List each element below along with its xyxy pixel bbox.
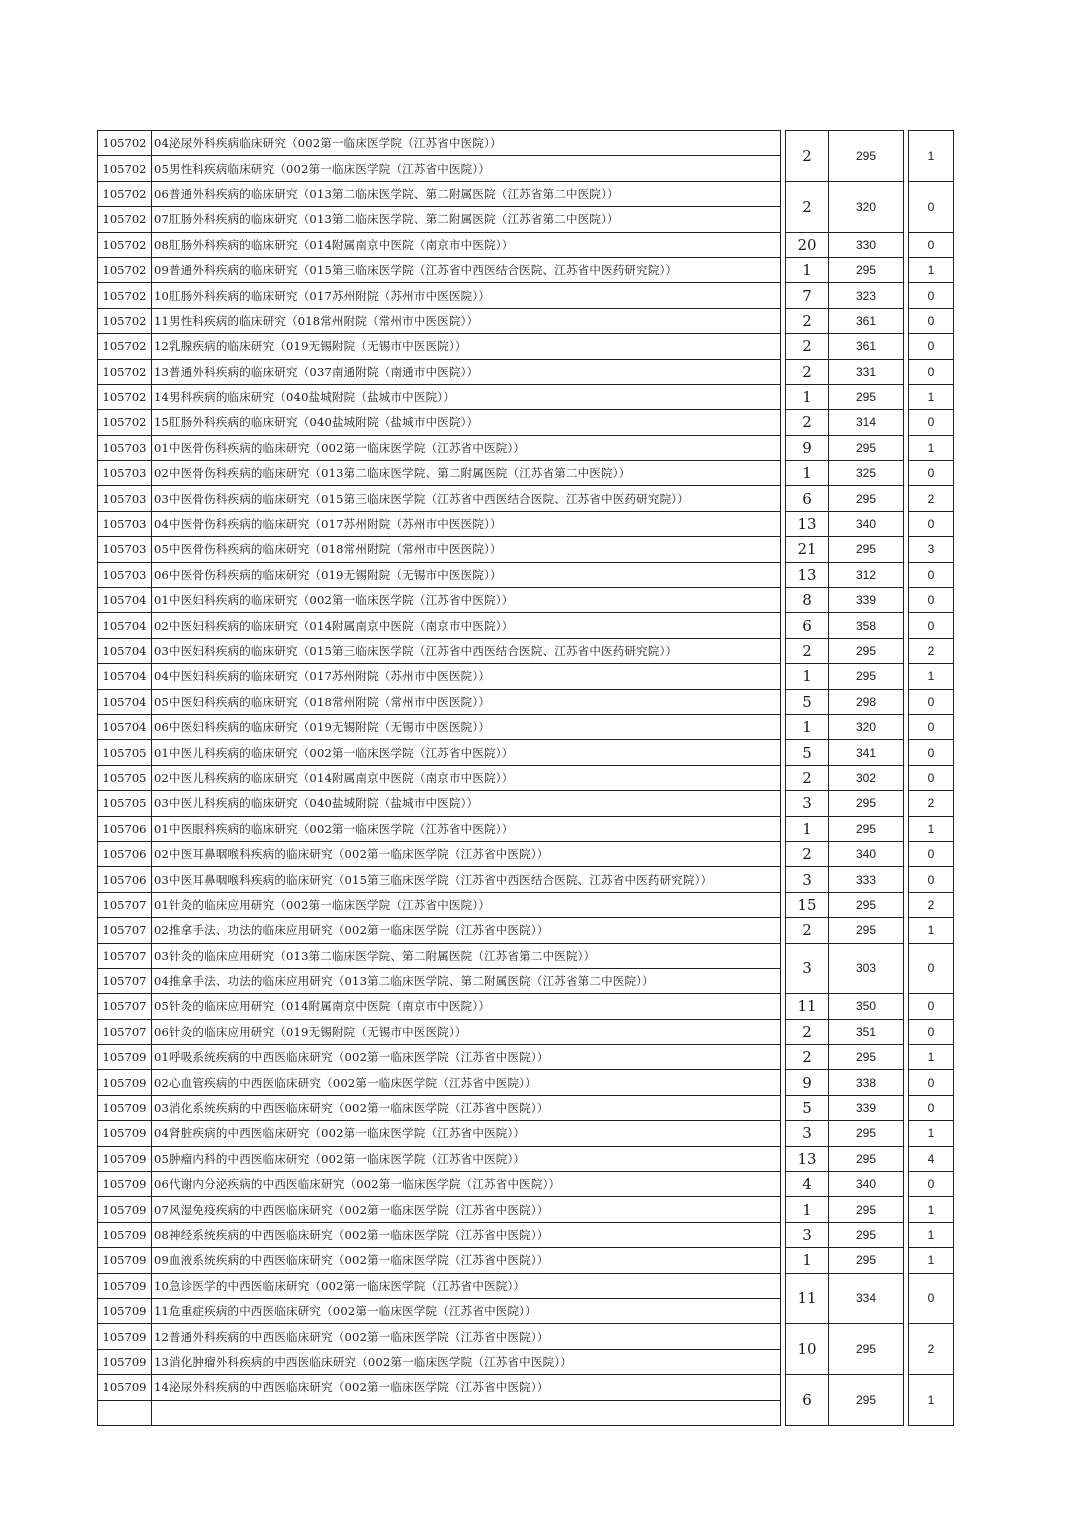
remaining-count-cell: 0: [909, 181, 954, 232]
table-row: [98, 1070, 954, 1095]
research-direction-cell: 06中医骨伤科疾病的临床研究（019无锡附院（无锡市中医医院））: [152, 562, 781, 587]
table-row: [98, 892, 954, 917]
research-direction-cell: 10肛肠外科疾病的临床研究（017苏州附院（苏州市中医医院））: [152, 283, 781, 308]
table-row: [98, 257, 954, 282]
research-direction-cell: 05中医妇科疾病的临床研究（018常州附院（常州市中医医院））: [152, 689, 781, 714]
quota-cell: 2: [786, 918, 829, 943]
remaining-count-cell: 0: [909, 765, 954, 790]
remaining-count-cell: 1: [909, 1121, 954, 1146]
table-row: [98, 511, 954, 536]
quota-cell: 1: [786, 461, 829, 486]
score-line-cell: 333: [829, 867, 904, 892]
table-row: [98, 410, 954, 435]
major-code-cell: 105702: [98, 359, 152, 384]
research-direction-cell: 01中医眼科疾病的临床研究（002第一临床医学院（江苏省中医院））: [152, 816, 781, 841]
quota-cell: 2: [786, 131, 829, 182]
major-code-cell: 105702: [98, 283, 152, 308]
research-direction-cell: [152, 1400, 781, 1425]
quota-cell: 11: [786, 994, 829, 1019]
quota-cell: 8: [786, 588, 829, 613]
major-code-cell: 105702: [98, 257, 152, 282]
remaining-count-cell: 1: [909, 1222, 954, 1247]
major-code-cell: 105707: [98, 892, 152, 917]
score-line-cell: 295: [829, 816, 904, 841]
remaining-count-cell: 2: [909, 486, 954, 511]
quota-cell: 2: [786, 841, 829, 866]
major-code-cell: 105703: [98, 562, 152, 587]
major-code-cell: 105702: [98, 131, 152, 156]
remaining-count-cell: 2: [909, 1324, 954, 1375]
quota-cell: 2: [786, 638, 829, 663]
score-line-cell: 303: [829, 943, 904, 994]
major-code-cell: 105703: [98, 461, 152, 486]
quota-cell: 2: [786, 1019, 829, 1044]
table-row: [98, 943, 954, 968]
research-direction-cell: 05肿瘤内科的中西医临床研究（002第一临床医学院（江苏省中医院））: [152, 1146, 781, 1171]
score-line-cell: 340: [829, 841, 904, 866]
quota-cell: 9: [786, 1070, 829, 1095]
score-line-cell: 295: [829, 1248, 904, 1273]
quota-cell: 1: [786, 1248, 829, 1273]
quota-cell: 1: [786, 257, 829, 282]
remaining-count-cell: 0: [909, 232, 954, 257]
quota-cell: 20: [786, 232, 829, 257]
quota-cell: 3: [786, 1121, 829, 1146]
score-line-cell: 302: [829, 765, 904, 790]
major-code-cell: 105703: [98, 537, 152, 562]
table-body: [98, 131, 954, 1426]
score-line-cell: 295: [829, 892, 904, 917]
quota-cell: 5: [786, 689, 829, 714]
quota-cell: 6: [786, 486, 829, 511]
score-line-cell: 340: [829, 511, 904, 536]
major-code-cell: 105706: [98, 816, 152, 841]
remaining-count-cell: 1: [909, 816, 954, 841]
table-row: [98, 562, 954, 587]
score-line-cell: 295: [829, 1222, 904, 1247]
research-direction-cell: 06针灸的临床应用研究（019无锡附院（无锡市中医医院））: [152, 1019, 781, 1044]
score-line-cell: 295: [829, 486, 904, 511]
research-direction-cell: 04中医骨伤科疾病的临床研究（017苏州附院（苏州市中医医院））: [152, 511, 781, 536]
score-line-cell: 295: [829, 664, 904, 689]
remaining-count-cell: 1: [909, 384, 954, 409]
remaining-count-cell: 2: [909, 638, 954, 663]
score-line-cell: 298: [829, 689, 904, 714]
table-row: [98, 181, 954, 206]
quota-cell: 2: [786, 1045, 829, 1070]
remaining-count-cell: 0: [909, 511, 954, 536]
table-row: [98, 765, 954, 790]
major-code-cell: 105703: [98, 486, 152, 511]
remaining-count-cell: 2: [909, 791, 954, 816]
score-line-cell: 350: [829, 994, 904, 1019]
major-code-cell: 105705: [98, 740, 152, 765]
major-code-cell: 105709: [98, 1298, 152, 1323]
table-row: [98, 613, 954, 638]
research-direction-cell: 02中医耳鼻咽喉科疾病的临床研究（002第一临床医学院（江苏省中医院））: [152, 841, 781, 866]
research-direction-cell: 02中医妇科疾病的临床研究（014附属南京中医院（南京市中医院））: [152, 613, 781, 638]
major-code-cell: 105709: [98, 1248, 152, 1273]
major-code-cell: 105709: [98, 1375, 152, 1400]
research-direction-cell: 03中医妇科疾病的临床研究（015第三临床医学院（江苏省中西医结合医院、江苏省中医药研究院））: [152, 638, 781, 663]
research-direction-cell: 06普通外科疾病的临床研究（013第二临床医学院、第二附属医院（江苏省第二中医院））: [152, 181, 781, 206]
major-code-cell: 105709: [98, 1222, 152, 1247]
quota-cell: 15: [786, 892, 829, 917]
score-line-cell: 295: [829, 1375, 904, 1426]
major-code-cell: 105709: [98, 1324, 152, 1349]
major-code-cell: 105704: [98, 638, 152, 663]
score-line-cell: 295: [829, 1146, 904, 1171]
table-row: [98, 664, 954, 689]
research-direction-cell: 03针灸的临床应用研究（013第二临床医学院、第二附属医院（江苏省第二中医院））: [152, 943, 781, 968]
major-code-cell: 105705: [98, 791, 152, 816]
research-direction-cell: 04泌尿外科疾病临床研究（002第一临床医学院（江苏省中医院））: [152, 131, 781, 156]
table-row: [98, 461, 954, 486]
major-code-cell: 105707: [98, 943, 152, 968]
major-code-cell: 105709: [98, 1273, 152, 1298]
remaining-count-cell: 0: [909, 1273, 954, 1324]
remaining-count-cell: 0: [909, 994, 954, 1019]
remaining-count-cell: 1: [909, 131, 954, 182]
research-direction-cell: 09血液系统疾病的中西医临床研究（002第一临床医学院（江苏省中医院））: [152, 1248, 781, 1273]
table-row: [98, 1019, 954, 1044]
remaining-count-cell: 1: [909, 1045, 954, 1070]
score-line-cell: 295: [829, 384, 904, 409]
remaining-count-cell: 0: [909, 1172, 954, 1197]
score-line-cell: 295: [829, 918, 904, 943]
quota-cell: 1: [786, 664, 829, 689]
quota-cell: 1: [786, 384, 829, 409]
score-line-cell: 339: [829, 1095, 904, 1120]
quota-cell: 2: [786, 181, 829, 232]
remaining-count-cell: 0: [909, 1070, 954, 1095]
research-direction-cell: 13消化肿瘤外科疾病的中西医临床研究（002第一临床医学院（江苏省中医院））: [152, 1349, 781, 1374]
quota-cell: 3: [786, 1222, 829, 1247]
quota-cell: 2: [786, 765, 829, 790]
major-code-cell: 105709: [98, 1197, 152, 1222]
major-code-cell: 105702: [98, 156, 152, 181]
table-row: [98, 918, 954, 943]
remaining-count-cell: 2: [909, 892, 954, 917]
score-line-cell: 295: [829, 257, 904, 282]
remaining-count-cell: 0: [909, 359, 954, 384]
research-direction-cell: 06中医妇科疾病的临床研究（019无锡附院（无锡市中医医院））: [152, 714, 781, 739]
research-direction-cell: 13普通外科疾病的临床研究（037南通附院（南通市中医院））: [152, 359, 781, 384]
major-code-cell: 105706: [98, 867, 152, 892]
research-direction-cell: 07肛肠外科疾病的临床研究（013第二临床医学院、第二附属医院（江苏省第二中医院））: [152, 207, 781, 232]
remaining-count-cell: 1: [909, 664, 954, 689]
score-line-cell: 361: [829, 308, 904, 333]
research-direction-cell: 01中医儿科疾病的临床研究（002第一临床医学院（江苏省中医院））: [152, 740, 781, 765]
quota-cell: 6: [786, 1375, 829, 1426]
table-row: [98, 1172, 954, 1197]
major-code-cell: 105709: [98, 1172, 152, 1197]
table-row: [98, 1095, 954, 1120]
table-row: [98, 638, 954, 663]
score-line-cell: 295: [829, 435, 904, 460]
research-direction-cell: 05针灸的临床应用研究（014附属南京中医院（南京市中医院））: [152, 994, 781, 1019]
research-direction-cell: 01中医妇科疾病的临床研究（002第一临床医学院（江苏省中医院））: [152, 588, 781, 613]
quota-cell: 11: [786, 1273, 829, 1324]
research-direction-cell: 01中医骨伤科疾病的临床研究（002第一临床医学院（江苏省中医院））: [152, 435, 781, 460]
research-direction-cell: 08肛肠外科疾病的临床研究（014附属南京中医院（南京市中医院））: [152, 232, 781, 257]
research-direction-cell: 03中医耳鼻咽喉科疾病的临床研究（015第三临床医学院（江苏省中西医结合医院、江苏省中医药研究院））: [152, 867, 781, 892]
score-line-cell: 314: [829, 410, 904, 435]
remaining-count-cell: 0: [909, 588, 954, 613]
table-row: [98, 841, 954, 866]
quota-cell: 3: [786, 943, 829, 994]
table-row: [98, 308, 954, 333]
score-line-cell: 295: [829, 1121, 904, 1146]
quota-cell: 7: [786, 283, 829, 308]
remaining-count-cell: 0: [909, 283, 954, 308]
table-row: [98, 994, 954, 1019]
major-code-cell: 105703: [98, 435, 152, 460]
table-row: [98, 1045, 954, 1070]
research-direction-cell: 07风湿免疫疾病的中西医临床研究（002第一临床医学院（江苏省中医院））: [152, 1197, 781, 1222]
research-direction-cell: 09普通外科疾病的临床研究（015第三临床医学院（江苏省中西医结合医院、江苏省中医药研究院））: [152, 257, 781, 282]
quota-cell: 13: [786, 1146, 829, 1171]
quota-cell: 2: [786, 359, 829, 384]
quota-cell: 2: [786, 410, 829, 435]
major-code-cell: 105709: [98, 1045, 152, 1070]
table-row: [98, 384, 954, 409]
score-line-cell: 334: [829, 1273, 904, 1324]
research-direction-cell: 03中医儿科疾病的临床研究（040盐城附院（盐城市中医院））: [152, 791, 781, 816]
remaining-count-cell: 1: [909, 257, 954, 282]
table-row: [98, 1146, 954, 1171]
major-code-cell: 105704: [98, 613, 152, 638]
quota-cell: 13: [786, 511, 829, 536]
major-code-cell: 105704: [98, 714, 152, 739]
remaining-count-cell: 1: [909, 1375, 954, 1426]
major-code-cell: 105704: [98, 689, 152, 714]
table-row: [98, 232, 954, 257]
research-direction-cell: 12乳腺疾病的临床研究（019无锡附院（无锡市中医医院））: [152, 334, 781, 359]
remaining-count-cell: 0: [909, 1095, 954, 1120]
research-direction-cell: 11男性科疾病的临床研究（018常州附院（常州市中医医院））: [152, 308, 781, 333]
quota-cell: 5: [786, 740, 829, 765]
research-direction-cell: 14男科疾病的临床研究（040盐城附院（盐城市中医院））: [152, 384, 781, 409]
major-code-cell: [98, 1400, 152, 1425]
major-code-cell: 105704: [98, 664, 152, 689]
remaining-count-cell: 4: [909, 1146, 954, 1171]
score-line-cell: 295: [829, 1197, 904, 1222]
research-direction-cell: 12普通外科疾病的中西医临床研究（002第一临床医学院（江苏省中医院））: [152, 1324, 781, 1349]
score-line-cell: 351: [829, 1019, 904, 1044]
score-line-cell: 312: [829, 562, 904, 587]
research-direction-cell: 03中医骨伤科疾病的临床研究（015第三临床医学院（江苏省中西医结合医院、江苏省中医药研究院））: [152, 486, 781, 511]
table-row: [98, 791, 954, 816]
remaining-count-cell: 3: [909, 537, 954, 562]
research-direction-cell: 15肛肠外科疾病的临床研究（040盐城附院（盐城市中医院））: [152, 410, 781, 435]
major-code-cell: 105709: [98, 1070, 152, 1095]
table-row: [98, 131, 954, 156]
quota-cell: 1: [786, 1197, 829, 1222]
table-row: [98, 588, 954, 613]
admissions-table-sheet: [97, 130, 943, 1410]
research-direction-cell: 14泌尿外科疾病的中西医临床研究（002第一临床医学院（江苏省中医院））: [152, 1375, 781, 1400]
research-direction-cell: 04推拿手法、功法的临床应用研究（013第二临床医学院、第二附属医院（江苏省第二中医院））: [152, 968, 781, 993]
score-line-cell: 331: [829, 359, 904, 384]
research-direction-cell: 04中医妇科疾病的临床研究（017苏州附院（苏州市中医医院））: [152, 664, 781, 689]
quota-cell: 2: [786, 334, 829, 359]
quota-cell: 1: [786, 714, 829, 739]
research-direction-cell: 01呼吸系统疾病的中西医临床研究（002第一临床医学院（江苏省中医院））: [152, 1045, 781, 1070]
research-direction-cell: 02中医骨伤科疾病的临床研究（013第二临床医学院、第二附属医院（江苏省第二中医院））: [152, 461, 781, 486]
major-code-cell: 105705: [98, 765, 152, 790]
score-line-cell: 361: [829, 334, 904, 359]
quota-cell: 21: [786, 537, 829, 562]
major-code-cell: 105702: [98, 384, 152, 409]
quota-cell: 4: [786, 1172, 829, 1197]
score-line-cell: 340: [829, 1172, 904, 1197]
research-direction-cell: 02中医儿科疾病的临床研究（014附属南京中医院（南京市中医院））: [152, 765, 781, 790]
remaining-count-cell: 0: [909, 308, 954, 333]
quota-cell: 3: [786, 867, 829, 892]
major-code-cell: 105709: [98, 1146, 152, 1171]
remaining-count-cell: 0: [909, 867, 954, 892]
remaining-count-cell: 0: [909, 943, 954, 994]
remaining-count-cell: 0: [909, 689, 954, 714]
score-line-cell: 295: [829, 1324, 904, 1375]
remaining-count-cell: 1: [909, 1197, 954, 1222]
table-row: [98, 486, 954, 511]
major-code-cell: 105702: [98, 334, 152, 359]
score-line-cell: 339: [829, 588, 904, 613]
major-code-cell: 105707: [98, 994, 152, 1019]
score-line-cell: 341: [829, 740, 904, 765]
major-code-cell: 105702: [98, 232, 152, 257]
table-row: [98, 537, 954, 562]
table-row: [98, 359, 954, 384]
research-direction-cell: 06代谢内分泌疾病的中西医临床研究（002第一临床医学院（江苏省中医院））: [152, 1172, 781, 1197]
research-direction-cell: 11危重症疾病的中西医临床研究（002第一临床医学院（江苏省中医院））: [152, 1298, 781, 1323]
score-line-cell: 325: [829, 461, 904, 486]
major-code-cell: 105707: [98, 918, 152, 943]
research-direction-cell: 02推拿手法、功法的临床应用研究（002第一临床医学院（江苏省中医院））: [152, 918, 781, 943]
remaining-count-cell: 0: [909, 461, 954, 486]
table-row: [98, 1375, 954, 1400]
quota-cell: 3: [786, 791, 829, 816]
remaining-count-cell: 0: [909, 334, 954, 359]
research-direction-cell: 01针灸的临床应用研究（002第一临床医学院（江苏省中医院））: [152, 892, 781, 917]
quota-cell: 1: [786, 816, 829, 841]
table-row: [98, 740, 954, 765]
quota-cell: 5: [786, 1095, 829, 1120]
major-code-cell: 105702: [98, 308, 152, 333]
score-line-cell: 320: [829, 714, 904, 739]
remaining-count-cell: 1: [909, 1248, 954, 1273]
remaining-count-cell: 1: [909, 918, 954, 943]
major-code-cell: 105709: [98, 1095, 152, 1120]
remaining-count-cell: 0: [909, 562, 954, 587]
major-code-cell: 105704: [98, 588, 152, 613]
research-direction-cell: 05中医骨伤科疾病的临床研究（018常州附院（常州市中医医院））: [152, 537, 781, 562]
remaining-count-cell: 0: [909, 410, 954, 435]
research-direction-cell: 10急诊医学的中西医临床研究（002第一临床医学院（江苏省中医院））: [152, 1273, 781, 1298]
score-line-cell: 330: [829, 232, 904, 257]
research-direction-cell: 02心血管疾病的中西医临床研究（002第一临床医学院（江苏省中医院））: [152, 1070, 781, 1095]
score-line-cell: 295: [829, 791, 904, 816]
score-line-cell: 295: [829, 1045, 904, 1070]
major-code-cell: 105702: [98, 207, 152, 232]
research-direction-cell: 03消化系统疾病的中西医临床研究（002第一临床医学院（江苏省中医院））: [152, 1095, 781, 1120]
table-row: [98, 334, 954, 359]
major-code-cell: 105709: [98, 1121, 152, 1146]
admissions-table: [97, 130, 954, 1426]
remaining-count-cell: 0: [909, 841, 954, 866]
research-direction-cell: 04肾脏疾病的中西医临床研究（002第一临床医学院（江苏省中医院））: [152, 1121, 781, 1146]
table-row: [98, 714, 954, 739]
major-code-cell: 105703: [98, 511, 152, 536]
research-direction-cell: 08神经系统疾病的中西医临床研究（002第一临床医学院（江苏省中医院））: [152, 1222, 781, 1247]
table-row: [98, 435, 954, 460]
table-row: [98, 1273, 954, 1298]
quota-cell: 13: [786, 562, 829, 587]
quota-cell: 9: [786, 435, 829, 460]
quota-cell: 10: [786, 1324, 829, 1375]
table-row: [98, 1197, 954, 1222]
major-code-cell: 105709: [98, 1349, 152, 1374]
major-code-cell: 105702: [98, 410, 152, 435]
score-line-cell: 323: [829, 283, 904, 308]
table-row: [98, 689, 954, 714]
score-line-cell: 295: [829, 537, 904, 562]
remaining-count-cell: 0: [909, 1019, 954, 1044]
major-code-cell: 105702: [98, 181, 152, 206]
table-row: [98, 816, 954, 841]
quota-cell: 6: [786, 613, 829, 638]
score-line-cell: 295: [829, 638, 904, 663]
score-line-cell: 358: [829, 613, 904, 638]
score-line-cell: 295: [829, 131, 904, 182]
quota-cell: 2: [786, 308, 829, 333]
major-code-cell: 105706: [98, 841, 152, 866]
remaining-count-cell: 0: [909, 613, 954, 638]
score-line-cell: 320: [829, 181, 904, 232]
table-row: [98, 867, 954, 892]
table-row: [98, 1324, 954, 1349]
major-code-cell: 105707: [98, 1019, 152, 1044]
table-row: [98, 1121, 954, 1146]
table-row: [98, 1248, 954, 1273]
table-row: [98, 283, 954, 308]
remaining-count-cell: 0: [909, 740, 954, 765]
score-line-cell: 338: [829, 1070, 904, 1095]
table-row: [98, 1222, 954, 1247]
remaining-count-cell: 0: [909, 714, 954, 739]
remaining-count-cell: 1: [909, 435, 954, 460]
research-direction-cell: 05男性科疾病临床研究（002第一临床医学院（江苏省中医院））: [152, 156, 781, 181]
major-code-cell: 105707: [98, 968, 152, 993]
